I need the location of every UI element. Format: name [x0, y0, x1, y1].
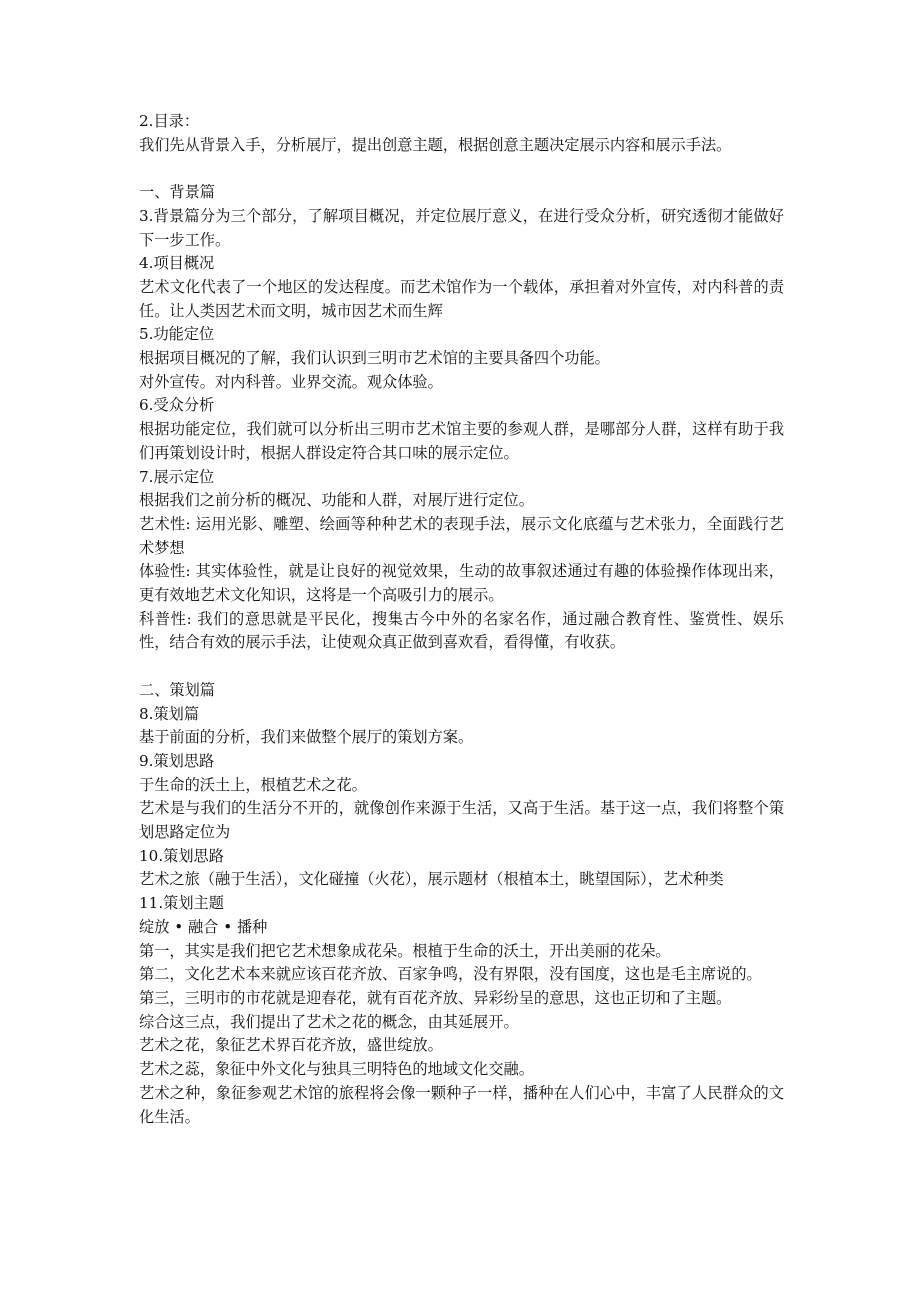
toc-heading: 2.目录：: [139, 112, 200, 130]
planning-idea-text-2: 艺术是与我们的生活分不开的，就像创作来源于生活，又高于生活。基于这一点，我们将整个策划思路定位为: [139, 799, 784, 842]
display-positioning-text: 根据我们之前分析的概况、功能和人群，对展厅进行定位。: [139, 491, 534, 510]
audience-analysis-text: 根据功能定位，我们就可以分析出三明市艺术馆主要的参观人群，是哪部分人群，这样有助于我们再策划设计时，根据人群设定符合其口味的展示定位。: [139, 420, 784, 462]
document-body: [139, 110, 784, 1129]
function-list-text: 对外宣传。对内科普。业界交流。观众体验。: [139, 372, 443, 391]
toc-text: 我们先从背景入手，分析展厅，提出创意主题，根据创意主题决定展示内容和展示手法。: [139, 135, 732, 154]
theme-summary: 综合这三点，我们提出了艺术之花的概念，由其延展开。: [139, 1012, 519, 1031]
planning-idea-heading-9: 9.策划思路: [139, 751, 215, 770]
display-positioning-heading: 7.展示定位: [139, 467, 215, 486]
art-seed-text: 艺术之种，象征参观艺术馆的旅程将会像一颗种子一样，播种在人们心中，丰富了人民群众的文化生活。: [139, 1083, 784, 1126]
planning-idea-heading-10: 10.策划思路: [139, 846, 224, 865]
planning-idea-text-3: 艺术之旅（融于生活），文化碰撞（火花），展示题材（根植本土，眺望国际），艺术种类: [139, 870, 724, 889]
planning-theme-title: 绽放 • 融合 • 播种: [139, 917, 268, 936]
artistic-text: 艺术性: 运用光影、雕塑、绘画等种种艺术的表现手法，展示文化底蕴与艺术张力，全面践行艺术梦想: [139, 514, 784, 557]
blank-line: [139, 655, 784, 679]
section-heading-planning: 二、策划篇: [139, 680, 215, 699]
planning-heading: 8.策划篇: [139, 704, 200, 723]
section-heading-background: 一、背景篇: [139, 183, 215, 202]
theme-point-2: 第二，文化艺术本来就应该百花齐放、百家争鸣，没有界限，没有国度，这也是毛主席说的。: [139, 965, 762, 984]
theme-point-1: 第一，其实是我们把它艺术想象成花朵。根植于生命的沃土，开出美丽的花朵。: [139, 941, 671, 960]
art-stamen-text: 艺术之蕊，象征中外文化与独具三明特色的地域文化交融。: [139, 1060, 534, 1079]
project-overview-text: 艺术文化代表了一个地区的发达程度。而艺术馆作为一个载体，承担着对外宣传，对内科普的责任。让人类因艺术而文明，城市因艺术而生辉: [139, 277, 784, 320]
function-positioning-text: 根据项目概况的了解，我们认识到三明市艺术馆的主要具备四个功能。: [139, 349, 610, 368]
function-positioning-heading: 5.功能定位: [139, 325, 215, 344]
background-intro-text: 3.背景篇分为三个部分，了解项目概况，并定位展厅意义，在进行受众分析，研究透彻才能做好下一步工作。: [139, 206, 784, 249]
audience-analysis-heading: 6.受众分析: [139, 396, 215, 415]
educational-text: 科普性: 我们的意思就是平民化，搜集古今中外的名家名作，通过融合教育性、鉴赏性、娱乐性，结合有效的展示手法，让使观众真正做到喜欢看，看得懂，有收获。: [139, 609, 784, 652]
theme-point-3: 第三，三明市的市花就是迎春花，就有百花齐放、异彩纷呈的意思，这也正切和了主题。: [139, 988, 732, 1007]
blank-line: [139, 157, 784, 181]
planning-text: 基于前面的分析，我们来做整个展厅的策划方案。: [139, 728, 474, 747]
planning-idea-text-1: 于生命的沃土上，根植艺术之花。: [139, 775, 367, 794]
planning-theme-heading: 11.策划主题: [139, 894, 224, 913]
project-overview-heading: 4.项目概况: [139, 254, 215, 273]
art-flower-text: 艺术之花，象征艺术界百花齐放，盛世绽放。: [139, 1036, 443, 1055]
experiential-text: 体验性: 其实体验性，就是让良好的视觉效果，生动的故事叙述通过有趣的体验操作体现出来，更有效地艺术文化知识，这将是一个高吸引力的展示。: [139, 562, 784, 605]
